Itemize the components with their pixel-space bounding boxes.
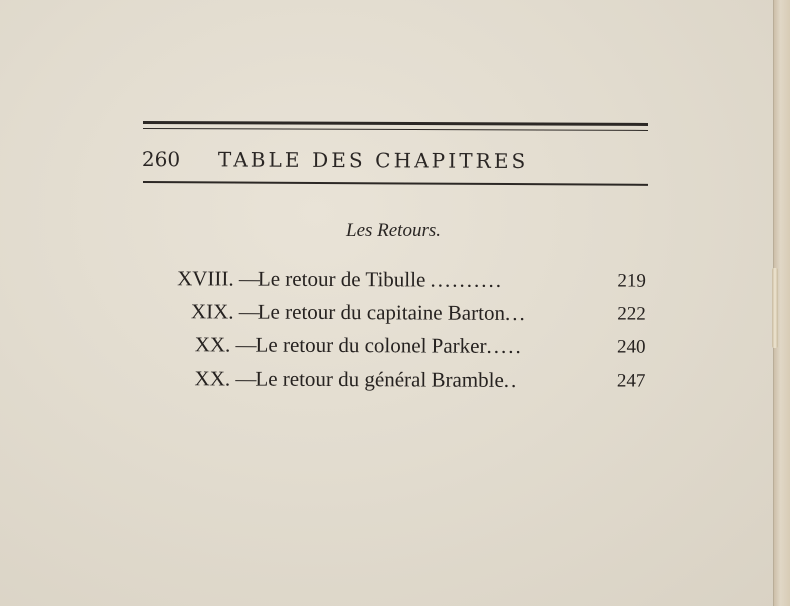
chapter-title [258,300,527,326]
table-of-contents [140,266,650,392]
folio-number: 260 [141,146,181,172]
chapter-title-text: Le retour du colonel Parker [255,332,487,358]
header-rule-thick [143,121,648,126]
chapter-title [255,367,518,393]
chapter-title-text: Le retour du général Bramble [255,366,504,392]
header-rule-bottom [143,181,648,186]
chapter-title [256,333,523,359]
dot-leader: .. [503,367,519,392]
chapter-title-text: Le retour de Tibulle [257,266,426,292]
dot-leader: ..... [486,333,523,359]
header-rule-thin [143,128,648,131]
toc-row [140,266,650,299]
chapter-numeral: XIX. — [190,299,260,324]
toc-row [139,332,649,365]
dot-leader: ... [504,300,527,326]
toc-row [139,366,649,399]
running-title: TABLE DES CHAPITRES [217,147,529,174]
chapter-page-number: 222 [617,303,646,325]
chapter-numeral: XVIII. — [177,266,260,291]
toc-row [140,299,650,332]
running-header [141,141,652,174]
chapter-title-text: Le retour du capitaine Barton [257,299,506,325]
chapter-page-number: 247 [616,370,646,392]
page-notch [772,268,778,348]
chapter-numeral: XX. — [194,332,257,357]
section-title: Les Retours. [346,220,441,241]
chapter-title [258,267,503,293]
chapter-numeral: XX. — [194,366,257,391]
chapter-page-number: 219 [617,270,646,292]
chapter-page-number: 240 [617,336,646,358]
dot-leader: .......... [430,267,504,292]
